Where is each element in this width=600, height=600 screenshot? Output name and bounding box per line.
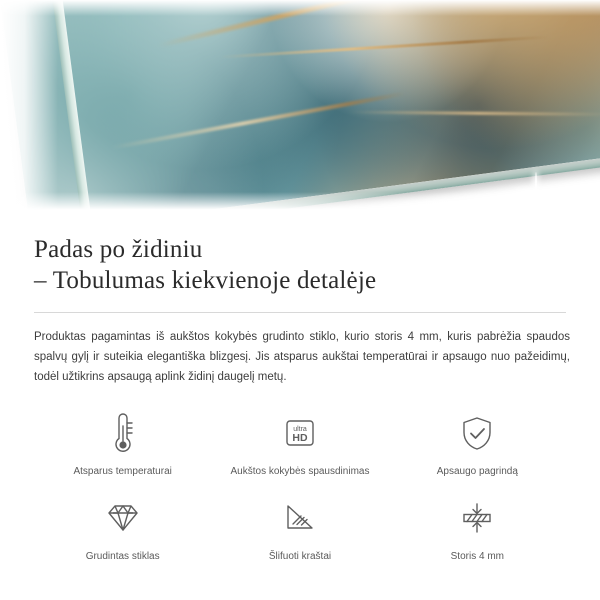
page-title: [34, 234, 566, 296]
gold-vein-3: [110, 91, 406, 150]
hero-fade-bottom: [0, 192, 600, 218]
feature-item: [389, 409, 566, 478]
marble-print-surface: [1, 0, 600, 218]
content-area: [0, 218, 600, 563]
headline-line-2: – Tobulumas kiekvienoje detalėje: [34, 267, 377, 294]
svg-text:HD: HD: [292, 432, 308, 444]
headline-line-1: Padas po židiniu: [34, 236, 203, 263]
divider: [34, 312, 566, 313]
feature-item: [389, 494, 566, 563]
feature-label: Apsaugo pagrindą: [436, 466, 518, 477]
thickness-icon: [455, 494, 499, 542]
hero-fade-left: [0, 0, 58, 218]
ultra-hd-icon: [278, 409, 322, 457]
shield-check-icon: [455, 409, 499, 457]
diamond-icon: [101, 494, 145, 542]
gold-vein-4: [349, 111, 600, 116]
polished-edge-icon: [278, 494, 322, 542]
feature-label: Atsparus temperaturai: [73, 466, 172, 477]
thermometer-icon: [101, 409, 145, 457]
body-paragraph: Produktas pagamintas iš aukštos kokybės grudinto stiklo, kurio storis 4 mm, kuris pabrėžia spaudos spalvų gylį ir suteikia elegantiška blizgesį. Jis atsparus aukštai temperatūrai ir apsaugo nuo pažeidimų, todėl užtikrins apsaugą aplink židinį daugelį metų.: [34, 331, 570, 383]
gold-vein-2: [220, 35, 550, 58]
feature-item: [211, 409, 388, 478]
hero-fade-top: [0, 0, 600, 16]
svg-text:ultra: ultra: [293, 426, 307, 433]
feature-item: [211, 494, 388, 563]
feature-item: [34, 409, 211, 478]
feature-label: Šlifuoti kraštai: [268, 551, 332, 562]
hero-product-image: [0, 0, 600, 218]
feature-label: Aukštos kokybės spausdinimas: [230, 466, 370, 477]
feature-label: Grudintas stiklas: [85, 551, 160, 562]
feature-item: [34, 494, 211, 563]
feature-grid: [34, 409, 566, 563]
glass-panel-wrapper: [0, 0, 600, 218]
glass-left-edge: [52, 0, 93, 218]
feature-label: Storis 4 mm: [450, 551, 504, 562]
